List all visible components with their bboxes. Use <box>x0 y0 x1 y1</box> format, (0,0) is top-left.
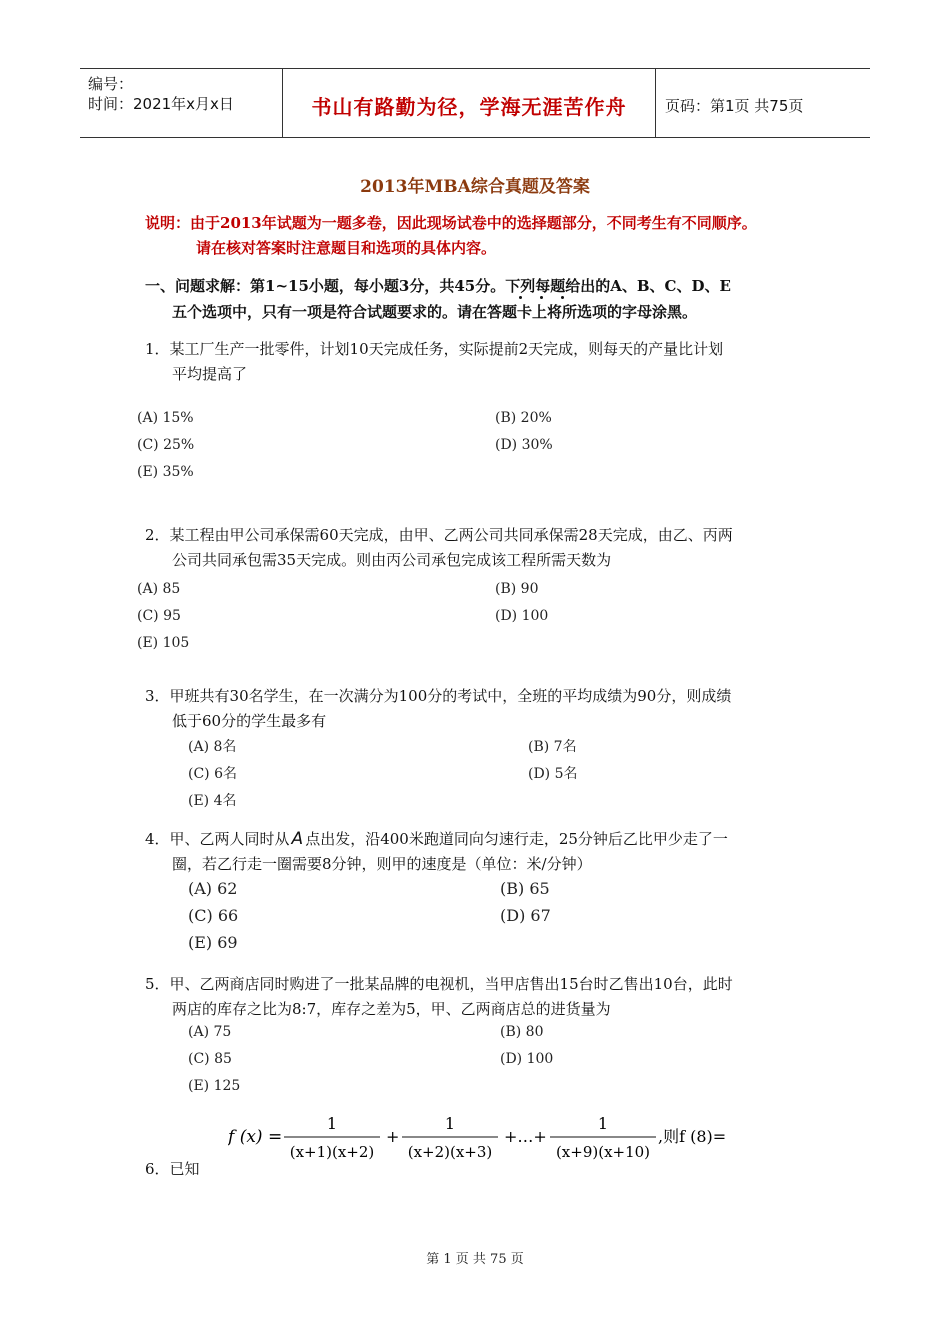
question-1-line-1: 1．某工厂生产一批零件，计划10天完成任务，实际提前2天完成，则每天的产量比计划 <box>145 340 724 358</box>
header-table <box>80 68 870 138</box>
formula-tail: ,则f (8)= <box>658 1127 727 1146</box>
q1-option-c: (C) 25% <box>137 437 195 453</box>
header-right-cell <box>655 69 870 137</box>
q4-option-a: (A) 62 <box>188 879 238 898</box>
question-3-line-2: 低于60分的学生最多有 <box>172 712 327 730</box>
emphasis-dot <box>561 296 564 299</box>
formula-den-2: (x+2)(x+3) <box>407 1143 493 1161</box>
question-3-line-1: 3．甲班共有30名学生，在一次满分为100分的考试中，全班的平均成绩为90分，则成绩 <box>145 687 732 705</box>
formula-plus: + <box>386 1127 400 1146</box>
question-4-line-2: 圈，若乙行走一圈需要8分钟，则甲的速度是（单位：米/分钟） <box>172 855 592 873</box>
q4-option-b: (B) 65 <box>500 879 550 898</box>
q2-option-c: (C) 95 <box>137 608 181 624</box>
question-1-line-2: 平均提高了 <box>172 365 248 383</box>
q3-option-e: (E) 4名 <box>188 793 237 809</box>
question-4-text-a: 4．甲、乙两人同时从 <box>145 830 290 848</box>
question-5-line-2: 两店的库存之比为8:7，库存之差为5，甲、乙两商店总的进货量为 <box>172 1000 611 1018</box>
formula-den-3: (x+9)(x+10) <box>555 1143 651 1161</box>
note-line-2: 请在核对答案时注意题目和选项的具体内容。 <box>196 239 497 257</box>
emphasis-dot <box>519 296 522 299</box>
q3-option-b: (B) 7名 <box>528 739 577 755</box>
page-info: 页码：第1页 共75页 <box>665 97 804 115</box>
q4-option-e: (E) 69 <box>188 933 238 952</box>
section-heading-line-1: 一、问题求解：第1~15小题，每小题3分，共45分。下列每题给出的A、B、C、D、E <box>145 277 731 295</box>
q2-option-d: (D) 100 <box>495 608 549 624</box>
q5-option-b: (B) 80 <box>500 1024 544 1040</box>
q2-option-b: (B) 90 <box>495 581 539 597</box>
q5-option-e: (E) 125 <box>188 1078 241 1094</box>
q5-option-d: (D) 100 <box>500 1051 554 1067</box>
formula-num-2: 1 <box>444 1114 456 1133</box>
q1-option-b: (B) 20% <box>495 410 552 426</box>
question-6-formula <box>228 1110 748 1168</box>
point-a-symbol: A <box>291 829 304 849</box>
question-4-text-b: 点出发，沿400米跑道同向匀速行走，25分钟后乙比甲少走了一 <box>305 830 728 848</box>
note-line-1: 说明：由于2013年试题为一题多卷，因此现场试卷中的选择题部分，不同考生有不同顺序。 <box>145 214 757 232</box>
formula-den-1: (x+1)(x+2) <box>289 1143 375 1161</box>
q2-option-e: (E) 105 <box>137 635 190 651</box>
question-5-line-1: 5．甲、乙两商店同时购进了一批某品牌的电视机，当甲店售出15台时乙售出10台，此时 <box>145 975 733 993</box>
formula-num-3: 1 <box>597 1114 609 1133</box>
document-title: 2013年MBA综合真题及答案 <box>360 177 590 197</box>
q5-option-c: (C) 85 <box>188 1051 232 1067</box>
q2-option-a: (A) 85 <box>137 581 181 597</box>
q1-option-a: (A) 15% <box>137 410 194 426</box>
date-line: 时间：2021年x月x日 <box>88 95 234 113</box>
q4-option-d: (D) 67 <box>500 906 551 925</box>
q3-option-a: (A) 8名 <box>188 739 237 755</box>
q1-option-e: (E) 35% <box>137 464 194 480</box>
formula-ellipsis: +…+ <box>504 1127 547 1146</box>
header-left-cell <box>80 69 282 137</box>
q1-option-d: (D) 30% <box>495 437 553 453</box>
formula-lhs: f (x) = <box>228 1127 283 1147</box>
page-footer: 第 1 页 共 75 页 <box>426 1252 524 1267</box>
question-4-line-1 <box>145 828 728 849</box>
question-6-lead: 6．已知 <box>145 1160 200 1178</box>
q3-option-c: (C) 6名 <box>188 766 237 782</box>
motto: 书山有路勤为径，学海无涯苦作舟 <box>311 95 627 119</box>
header-motto-cell <box>282 69 656 137</box>
q5-option-a: (A) 75 <box>188 1024 232 1040</box>
q4-option-c: (C) 66 <box>188 906 239 925</box>
question-2-line-1: 2．某工程由甲公司承保需60天完成，由甲、乙两公司共同承保需28天完成，由乙、丙两 <box>145 526 733 544</box>
emphasis-dot <box>540 296 543 299</box>
section-heading-line-2: 五个选项中，只有一项是符合试题要求的。请在答题卡上将所选项的字母涂黑。 <box>172 303 698 321</box>
number-label: 编号： <box>88 75 134 93</box>
q3-option-d: (D) 5名 <box>528 766 578 782</box>
question-2-line-2: 公司共同承包需35天完成。则由丙公司承包完成该工程所需天数为 <box>172 551 612 569</box>
formula-num-1: 1 <box>326 1114 338 1133</box>
